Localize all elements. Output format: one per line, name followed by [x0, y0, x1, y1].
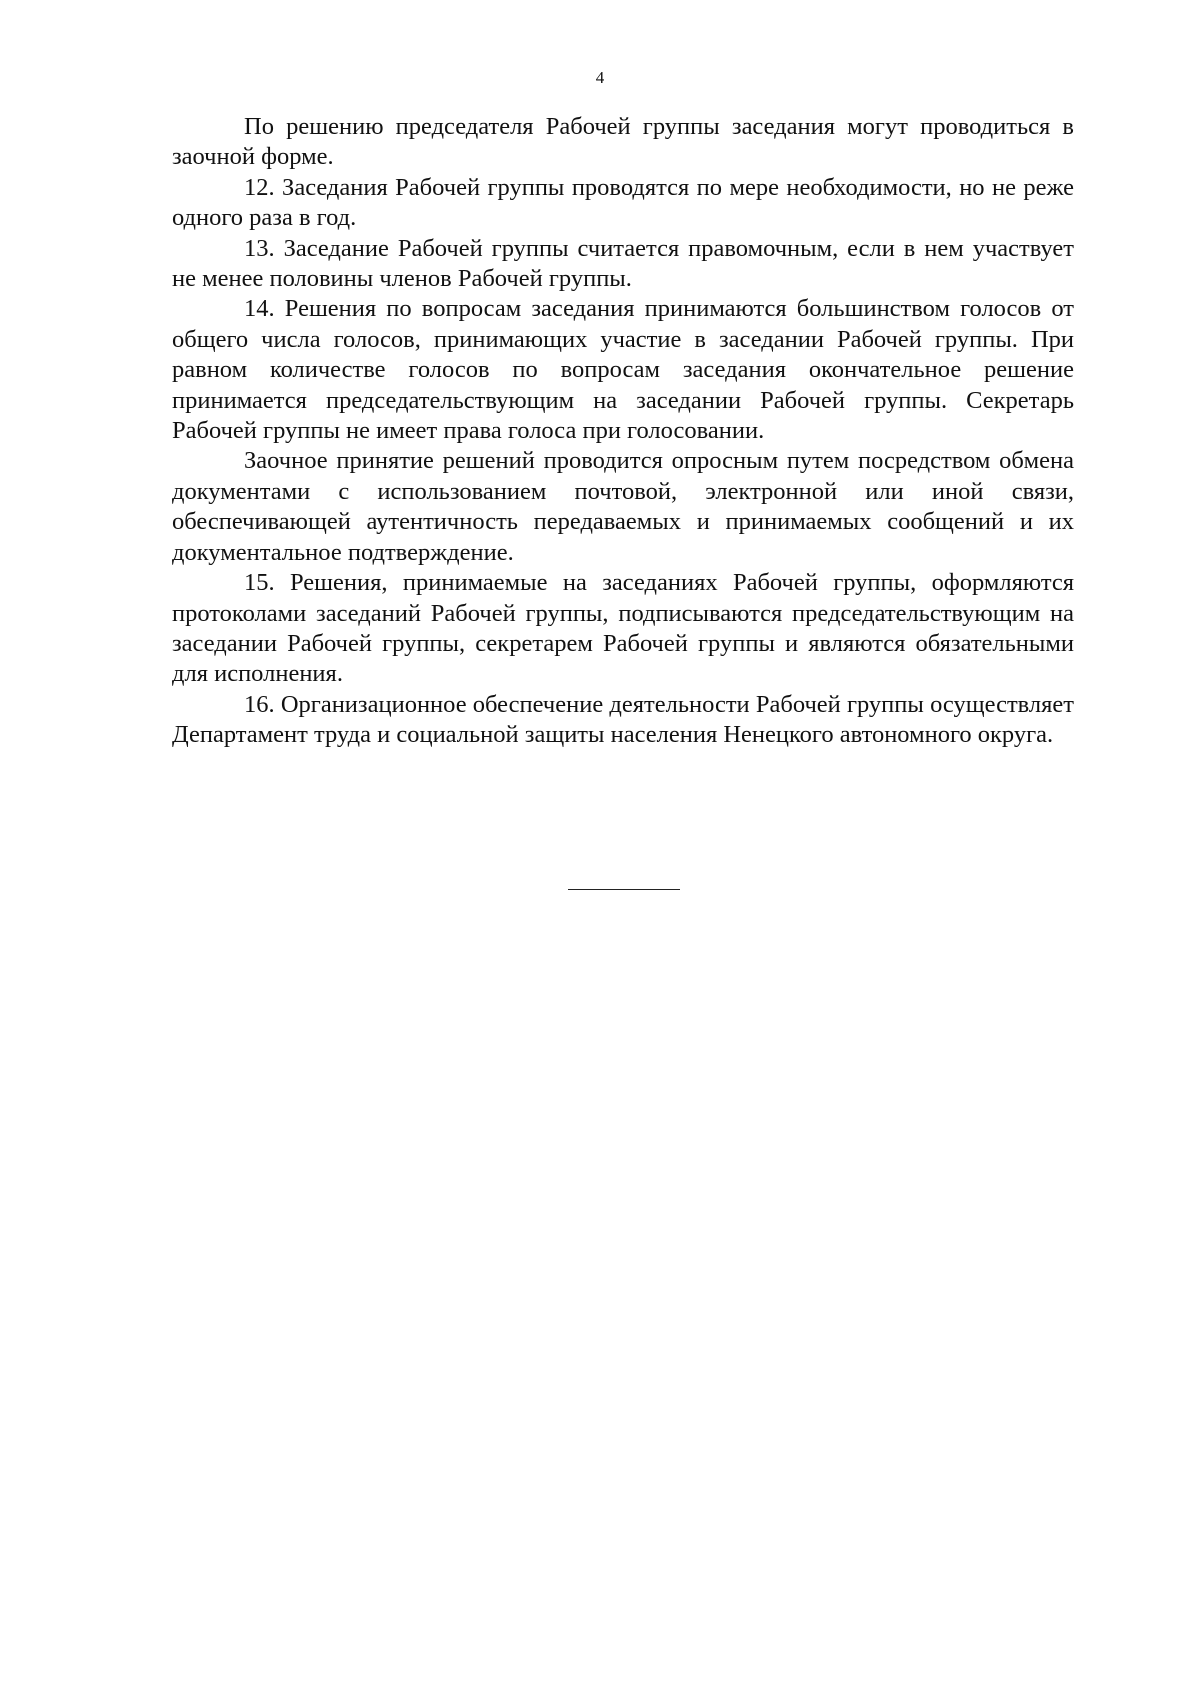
paragraph-16-organizational-support: 16. Организационное обеспечение деятельности Рабочей группы осуществляет Департамент труда и социальной защиты населения Ненецкого автономного округа.: [172, 690, 1074, 749]
paragraph-15-protocols: 15. Решения, принимаемые на заседаниях Рабочей группы, оформляются протоколами заседаний Рабочей группы, подписываются председательствующим на заседании Рабочей группы, секретарем Рабочей группы и являются обязательными для исполнения.: [172, 569, 1074, 688]
paragraph-14-voting: 14. Решения по вопросам заседания принимаются большинством голосов от общего числа голосов, принимающих участие в заседании Рабочей группы. При равном количестве голосов по вопросам заседания окончательное решение принимается председательствующим на заседании Рабочей группы. Секретарь Рабочей группы не имеет права голоса при голосовании.: [172, 295, 1074, 445]
end-of-text-rule: [568, 889, 680, 890]
paragraph-12-meeting-frequency: 12. Заседания Рабочей группы проводятся по мере необходимости, но не реже одного раза в год.: [172, 173, 1074, 232]
document-body: [172, 112, 1074, 751]
page-number: 4: [595, 68, 605, 87]
paragraph-13-quorum: 13. Заседание Рабочей группы считается правомочным, если в нем участвует не менее половины членов Рабочей группы.: [172, 234, 1074, 293]
paragraph-correspondence-decisions: Заочное принятие решений проводится опросным путем посредством обмена документами с использованием почтовой, электронной или иной связи, обеспечивающей аутентичность передаваемых и принимаемых сообщений и их документальное подтверждение.: [172, 447, 1074, 566]
paragraph-correspondence-meetings: По решению председателя Рабочей группы заседания могут проводиться в заочной форме.: [172, 113, 1074, 171]
